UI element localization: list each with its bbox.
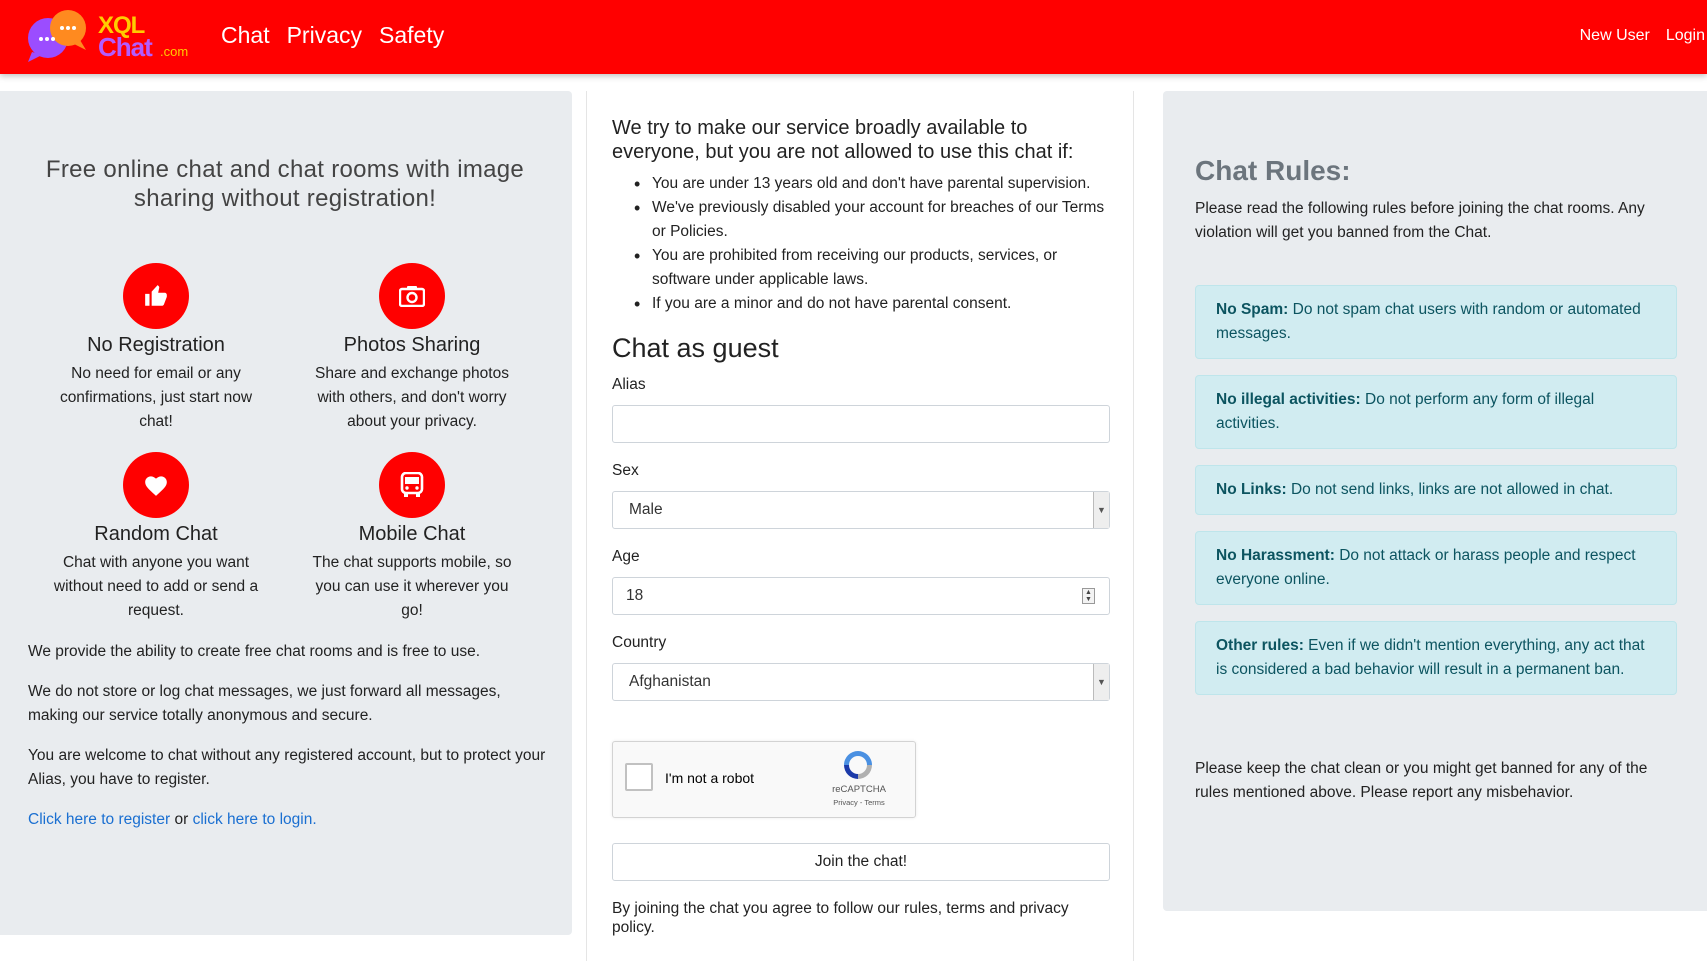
- rule-no-harassment: [1195, 531, 1677, 605]
- rule-name: No Spam:: [1216, 301, 1289, 318]
- rule-no-links: [1195, 465, 1677, 515]
- site-logo[interactable]: [26, 8, 196, 64]
- age-input[interactable]: [612, 577, 1110, 615]
- feature-title: Photos Sharing: [343, 334, 481, 356]
- sex-label: Sex: [612, 462, 639, 479]
- list-item: • You are prohibited from receiving our products, services, or software under applicable laws.: [612, 244, 1117, 292]
- country-select[interactable]: [612, 663, 1110, 701]
- account-nav: [1580, 27, 1705, 45]
- heart-icon: [123, 452, 189, 518]
- feature-random-chat: [41, 452, 271, 623]
- chat-rules-panel: [1163, 91, 1707, 911]
- main-nav: [221, 22, 444, 49]
- country-label: Country: [612, 634, 667, 651]
- feature-title: No Registration: [87, 334, 225, 356]
- recaptcha-label: I'm not a robot: [665, 770, 755, 786]
- rule-text: Even if we didn't mention everything, any act that is considered a bad behavior will result in a permanent ban.: [1216, 637, 1645, 678]
- rule-name: No illegal activities:: [1216, 391, 1361, 408]
- list-item: • We've previously disabled your account for breaches of our Terms or Policies.: [612, 196, 1117, 244]
- rule-other-rules: [1195, 621, 1677, 695]
- thumbs-up-icon: [123, 263, 189, 329]
- alias-label: Alias: [612, 376, 646, 393]
- recaptcha-logo-icon: [841, 748, 875, 782]
- feature-description: Share and exchange photos with others, and don't worry about your privacy.: [315, 365, 509, 430]
- list-item: • You are under 13 years old and don't have parental supervision.: [612, 172, 1117, 196]
- list-item: • If you are a minor and do not have parental consent.: [612, 292, 1117, 316]
- rule-no-spam: [1195, 285, 1677, 359]
- feature-description: Chat with anyone you want without need to add or send a request.: [53, 554, 259, 619]
- nav-safety-link[interactable]: Safety: [379, 22, 445, 48]
- recaptcha-brand: reCAPTCHA: [832, 784, 886, 795]
- info-paragraph-anonymous: We do not store or log chat messages, we just forward all messages, making our service totally anonymous and secure.: [28, 683, 501, 724]
- rule-no-illegal-activities: [1195, 375, 1677, 449]
- top-navbar: [0, 0, 1707, 74]
- logo-text-chat: Chat: [98, 32, 152, 62]
- rules-intro: Please read the following rules before joining the chat rooms. Any violation will get you banned from the Chat.: [1195, 200, 1645, 241]
- usage-restrictions-list: [612, 172, 1117, 316]
- rule-name: Other rules:: [1216, 637, 1304, 654]
- camera-icon: [379, 263, 445, 329]
- feature-no-registration: [41, 263, 271, 434]
- info-paragraph-register: You are welcome to chat without any registered account, but to protect your Alias, you have to register.: [28, 747, 546, 788]
- rule-text: Do not attack or harass people and respect everyone online.: [1216, 547, 1636, 588]
- feature-mobile-chat: [297, 452, 527, 623]
- sex-select[interactable]: [612, 491, 1110, 529]
- feature-photos-sharing: [297, 263, 527, 434]
- auth-links: [28, 808, 548, 832]
- rule-name: No Harassment:: [1216, 547, 1335, 564]
- feature-title: Mobile Chat: [358, 523, 466, 545]
- new-user-link[interactable]: New User: [1579, 27, 1650, 44]
- rules-outro: Please keep the chat clean or you might get banned for any of the rules mentioned above. Please report any misbehavior.: [1195, 760, 1648, 801]
- rule-text: Do not send links, links are not allowed in chat.: [1290, 481, 1614, 498]
- recaptcha-checkbox[interactable]: [625, 763, 653, 791]
- recaptcha-terms-link[interactable]: Privacy - Terms: [833, 798, 885, 807]
- recaptcha-widget: [612, 741, 916, 818]
- age-input-value: 18: [626, 587, 644, 604]
- rule-text: Do not spam chat users with random or automated messages.: [1216, 301, 1641, 342]
- chat-bubbles-logo-icon: [26, 8, 96, 64]
- register-link[interactable]: Click here to register: [28, 811, 171, 828]
- age-label: Age: [612, 548, 640, 565]
- guest-form-panel: [586, 91, 1134, 961]
- sex-select-value: Male: [629, 501, 663, 518]
- feature-description: No need for email or any confirmations, just start now chat!: [59, 365, 253, 430]
- info-paragraph-free: We provide the ability to create free chat rooms and is free to use.: [28, 643, 481, 660]
- chevron-down-icon[interactable]: ▼: [1093, 492, 1109, 528]
- or-text: or: [174, 811, 189, 828]
- rules-title: Chat Rules:: [1195, 155, 1351, 186]
- nav-chat-link[interactable]: Chat: [221, 22, 270, 48]
- tagline: Free online chat and chat rooms with image sharing without registration!: [45, 156, 525, 212]
- usage-restrictions-intro: We try to make our service broadly available to everyone, but you are not allowed to use this chat if:: [612, 117, 1074, 163]
- join-chat-button[interactable]: Join the chat!: [612, 843, 1110, 881]
- rule-name: No Links:: [1216, 481, 1287, 498]
- form-title: Chat as guest: [612, 333, 779, 363]
- number-spinner-icon[interactable]: ▲ ▼: [1082, 588, 1095, 604]
- rule-text: Do not perform any form of illegal activities.: [1216, 391, 1595, 432]
- nav-privacy-link[interactable]: Privacy: [286, 22, 362, 48]
- logo-text-xql: XQL: [98, 12, 145, 39]
- alias-input[interactable]: [612, 405, 1110, 443]
- features-panel: [0, 91, 572, 935]
- chevron-down-icon[interactable]: ▼: [1093, 664, 1109, 700]
- login-link[interactable]: Login: [1665, 27, 1705, 44]
- agreement-text: By joining the chat you agree to follow our rules, terms and privacy policy.: [612, 900, 1069, 936]
- feature-title: Random Chat: [94, 523, 218, 545]
- logo-text-com: .com: [160, 44, 189, 59]
- feature-description: The chat supports mobile, so you can use it wherever you go!: [312, 554, 512, 619]
- bus-icon: [379, 452, 445, 518]
- country-select-value: Afghanistan: [629, 673, 711, 690]
- login-link-inline[interactable]: click here to login.: [192, 811, 317, 828]
